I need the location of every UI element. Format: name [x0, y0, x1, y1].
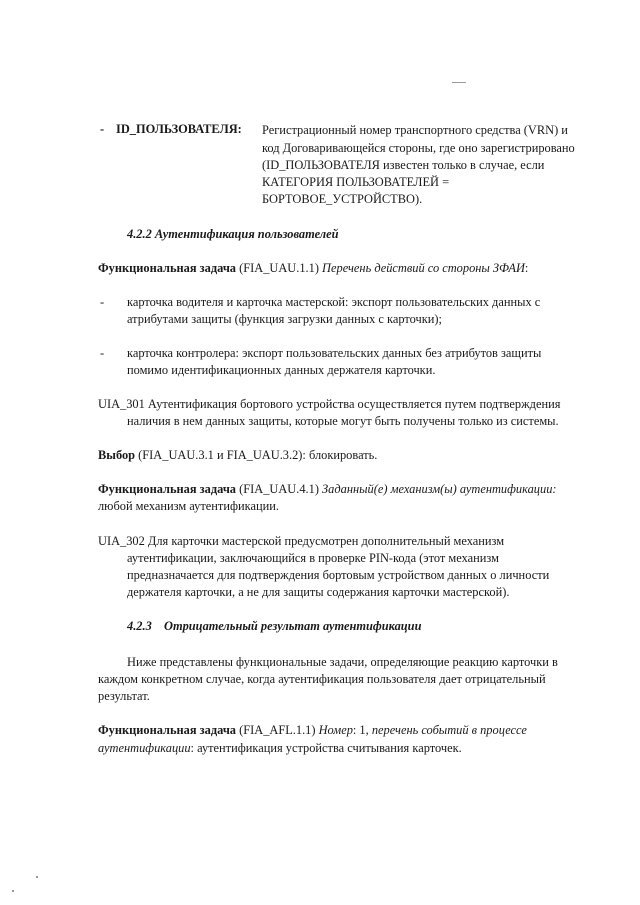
functional-task-desc: Номер: [318, 723, 353, 737]
requirement-uia-302-line: UIA_302 Для карточки мастерской предусмотрен дополнительный механизм: [98, 534, 505, 548]
functional-task-rest: : аутентификация устройства считывания карточек.: [190, 741, 462, 755]
functional-task-desc: аутентификации: [98, 741, 191, 755]
selection-label: Выбор: [98, 448, 136, 462]
section-heading-4-2-2: 4.2.2 Аутентификация пользователей: [127, 227, 339, 241]
id-definition-line: КАТЕГОРИЯ ПОЛЬЗОВАТЕЛЕЙ =: [262, 175, 450, 189]
requirement-uia-301-line: UIA_301 Аутентификация бортового устройства осуществляется путем подтверждения: [98, 397, 561, 411]
functional-task-line: любой механизм аутентификации.: [98, 499, 279, 513]
functional-task-afl-1-1: [98, 722, 527, 739]
paragraph-line: Ниже представлены функциональные задачи, определяющие реакцию карточки в: [127, 655, 558, 669]
selection-uau-3: [98, 447, 377, 464]
id-definition-line: код Договаривающейся стороны, где оно зарегистрировано: [262, 141, 575, 155]
scan-speck: [452, 82, 466, 83]
paragraph-line: результат.: [98, 689, 150, 703]
id-definition-line: БОРТОВОЕ_УСТРОЙСТВО).: [262, 192, 423, 206]
paragraph-line: каждом конкретном случае, когда аутентификация пользователя дает отрицательный: [98, 672, 546, 686]
bullet-line: карточка водителя и карточка мастерской: экспорт пользовательских данных с: [127, 295, 541, 309]
functional-task-ref: (FIA_UAU.4.1): [236, 482, 323, 496]
scan-speck: [12, 890, 14, 892]
requirement-uia-301-line: наличия в нем данных защиты, которые могут быть получены только из системы.: [127, 414, 559, 428]
id-term: ID_ПОЛЬЗОВАТЕЛЯ:: [116, 122, 242, 136]
functional-task-uau-4-1: [98, 481, 557, 498]
requirement-uia-302-line: аутентификации, заключающийся в проверке PIN-кода (этот механизм: [127, 551, 499, 565]
functional-task-ref: (FIA_AFL.1.1): [236, 723, 319, 737]
functional-task-end: :: [524, 261, 529, 275]
functional-task-desc: Заданный(е) механизм(ы) аутентификации:: [322, 482, 557, 496]
id-bullet: -: [100, 122, 105, 136]
id-definition-line: Регистрационный номер транспортного средства (VRN) и: [262, 123, 568, 137]
bullet-dash: -: [100, 295, 105, 309]
bullet-dash: -: [100, 346, 105, 360]
section-number-4-2-3: 4.2.3: [127, 619, 152, 633]
functional-task-mid: : 1,: [352, 723, 372, 737]
requirement-uia-302-line: держателя карточки, а не для защиты содержания карточки мастерской).: [127, 585, 510, 599]
scan-speck: [36, 876, 38, 878]
bullet-line: карточка контролера: экспорт пользовательских данных без атрибутов защиты: [127, 346, 542, 360]
functional-task-desc: Перечень действий со стороны ЗФАИ: [322, 261, 525, 275]
bullet-line: атрибутами защиты (функция загрузки данных с карточки);: [127, 312, 442, 326]
functional-task-line: [98, 740, 462, 757]
functional-task-desc: перечень событий в процессе: [371, 723, 527, 737]
functional-task-label: Функциональная задача: [98, 723, 236, 737]
requirement-uia-302-line: предназначается для подтверждения бортовым устройством данных о личности: [127, 568, 550, 582]
bullet-line: помимо идентификационных данных держателя карточки.: [127, 363, 436, 377]
functional-task-ref: (FIA_UAU.1.1): [236, 261, 323, 275]
id-definition-line: (ID_ПОЛЬЗОВАТЕЛЯ известен только в случае, если: [262, 158, 545, 172]
functional-task-label: Функциональная задача: [98, 482, 236, 496]
functional-task-label: Функциональная задача: [98, 261, 236, 275]
functional-task-uau-1-1: [98, 260, 528, 277]
selection-text: (FIA_UAU.3.1 и FIA_UAU.3.2): блокировать.: [135, 448, 378, 462]
section-heading-4-2-3: Отрицательный результат аутентификации: [164, 619, 422, 633]
